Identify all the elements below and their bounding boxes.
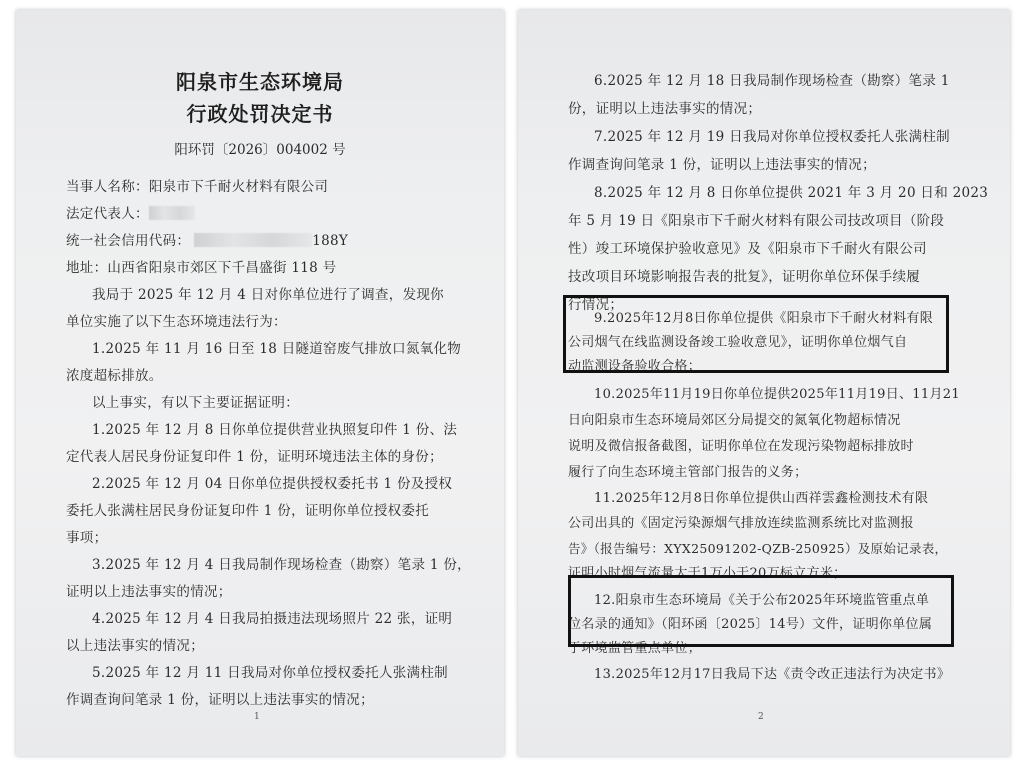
address-label: 地址： — [66, 260, 108, 276]
party-name-value: 阳泉市下千耐火材料有限公司 — [148, 179, 329, 195]
body-line: 委托人张满柱居民身份证复印件 1 份，证明你单位授权委托 — [66, 503, 430, 519]
legal-rep-label: 法定代表人： — [66, 206, 149, 222]
document-number: 阳环罚〔2026〕004002 号 — [174, 142, 346, 158]
body-line: 性）竣工环境保护验收意见》及《阳泉市下千耐火有限公司 — [568, 241, 927, 257]
credit-code-tail: 188Y — [312, 233, 349, 249]
body-line: 以上事实，有以下主要证据证明： — [92, 395, 299, 411]
body-line: 12.阳泉市生态环境局《关于公布2025年环境监管重点单 — [594, 593, 930, 608]
body-line: 我局于 2025 年 12 月 4 日对你单位进行了调查，发现你 — [92, 287, 444, 303]
page-number: 1 — [254, 712, 260, 722]
credit-code-label: 统一社会信用代码： — [66, 233, 191, 249]
body-line: 8.2025 年 12 月 8 日你单位提供 2021 年 3 月 20 日和 2023 — [594, 185, 989, 201]
document-title-agency: 阳泉市生态环境局 — [176, 70, 344, 94]
body-line: 作调查询问笔录 1 份，证明以上违法事实的情况； — [568, 157, 876, 173]
body-line: 单位实施了以下生态环境违法行为： — [66, 314, 287, 330]
body-line: 年 5 月 19 日《阳泉市下千耐火材料有限公司技改项目（阶段 — [568, 213, 945, 229]
body-line: 作调查询问笔录 1 份，证明以上违法事实的情况； — [66, 692, 374, 708]
body-line: 1.2025 年 12 月 8 日你单位提供营业执照复印件 1 份、法 — [92, 422, 458, 438]
legal-rep-row — [66, 205, 195, 223]
body-line: 13.2025年12月17日我局下达《责令改正违法行为决定书》 — [594, 667, 951, 682]
body-line: 5.2025 年 12 月 11 日我局对你单位授权委托人张满柱制 — [92, 665, 448, 681]
party-name-row — [66, 178, 328, 196]
body-line: 6.2025 年 12 月 18 日我局制作现场检查（勘察）笔录 1 — [594, 73, 950, 89]
highlight-box-item-9 — [563, 295, 949, 373]
body-line: 公司烟气在线监测设备竣工验收意见》，证明你单位烟气自 — [568, 335, 908, 350]
document-page-1 — [16, 10, 504, 756]
body-line: 证明以上违法事实的情况； — [66, 584, 232, 600]
body-line: 4.2025 年 12 月 4 日我局拍摄违法现场照片 22 张，证明 — [92, 611, 453, 627]
body-line: 日向阳泉市生态环境局郊区分局提交的氮氧化物超标情况 — [568, 413, 901, 428]
redacted-credit-code — [194, 233, 312, 247]
body-line: 事项； — [66, 530, 108, 546]
body-line: 7.2025 年 12 月 19 日我局对你单位授权委托人张满柱制 — [594, 129, 950, 145]
body-line: 2.2025 年 12 月 04 日你单位提供授权委托书 1 份及授权 — [92, 476, 453, 492]
body-line: 11.2025年12月8日你单位提供山西祥雲鑫检测技术有限 — [594, 491, 929, 506]
body-line: 告》（报告编号：XYX25091202-QZB-250925）及原始记录表， — [568, 541, 948, 556]
party-name-label: 当事人名称： — [66, 179, 149, 195]
body-line: 浓度超标排放。 — [66, 368, 163, 384]
body-line: 以上违法事实的情况； — [66, 638, 204, 654]
body-line: 1.2025 年 11 月 16 日至 18 日隧道窑废气排放口氮氧化物 — [92, 341, 462, 357]
address-value: 山西省阳泉市郊区下千昌盛街 118 号 — [107, 260, 337, 276]
highlight-box-item-12 — [568, 575, 954, 647]
body-line: 定代表人居民身份证复印件 1 份，证明环境违法主体的身份； — [66, 449, 443, 465]
body-line: 于环境监管重点单位； — [568, 641, 702, 656]
body-line: 份，证明以上违法事实的情况； — [568, 101, 762, 117]
body-line: 3.2025 年 12 月 4 日我局制作现场检查（勘察）笔录 1 份， — [92, 557, 471, 573]
credit-code-row — [66, 232, 348, 250]
address-row — [66, 259, 336, 277]
body-line: 履行了向生态环境主管部门报告的义务； — [568, 465, 808, 480]
body-line: 行情况； — [568, 297, 624, 313]
body-line: 动监测设备验收合格； — [568, 359, 702, 374]
body-line: 公司出具的《固定污染源烟气排放连续监测系统比对监测报 — [568, 516, 914, 531]
body-line: 技改项目环境影响报告表的批复》，证明你单位环保手续履 — [568, 269, 921, 285]
body-line: 位名录的通知》（阳环函〔2025〕14号）文件，证明你单位属 — [568, 617, 933, 632]
redacted-legal-rep — [149, 206, 195, 220]
body-line: 10.2025年11月19日你单位提供2025年11月19日、11月21 — [594, 387, 960, 402]
document-title-type: 行政处罚决定书 — [186, 102, 334, 126]
body-line: 9.2025年12月8日你单位提供《阳泉市下千耐火材料有限 — [594, 311, 934, 326]
page-number: 2 — [758, 712, 764, 722]
body-line: 证明小时烟气流量大于1万小于20万标立方米； — [568, 566, 847, 581]
body-line: 说明及微信报备截图，证明你单位在发现污染物超标排放时 — [568, 439, 914, 454]
